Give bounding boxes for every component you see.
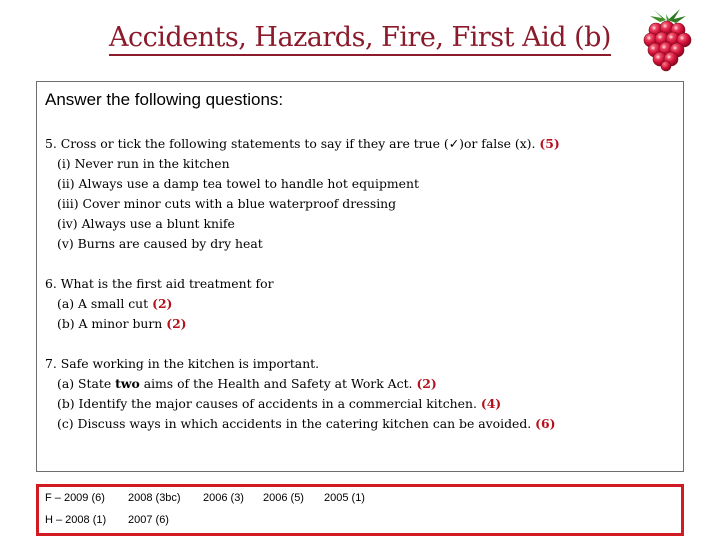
page-title: Accidents, Hazards, Fire, First Aid (b) [109,22,611,56]
marks-label: (4) [480,396,502,411]
question-7b: (b) Identify the major causes of accidents in a commercial kitchen. (4) [57,396,502,411]
question-7c: (c) Discuss ways in which accidents in the catering kitchen can be avoided. (6) [57,416,556,431]
reference-item: 2006 (5) [263,492,304,504]
question-6b: (b) A minor burn (2) [57,316,187,331]
reference-item: F – 2009 (6) [45,492,105,504]
statement-item: (v) Burns are caused by dry heat [57,236,263,251]
marks-label: (2) [416,376,437,391]
question-6a: (a) A small cut (2) [57,296,173,311]
marks-label: (6) [535,416,556,431]
question-7: 7. Safe working in the kitchen is important. [45,356,320,371]
question-6: 6. What is the first aid treatment for [45,276,274,291]
tick-icon: ✓ [448,136,460,151]
marks-label: (2) [152,296,173,311]
past-paper-references [36,484,684,536]
reference-item: 2007 (6) [128,514,169,526]
statement-item: (iv) Always use a blunt knife [57,216,235,231]
reference-item: 2005 (1) [324,492,365,504]
statement-item: (ii) Always use a damp tea towel to handle hot equipment [57,176,419,191]
question-list [45,134,675,434]
title-bar [0,22,720,53]
question-7a: (a) State two aims of the Health and Safety at Work Act. (2) [57,376,437,391]
reference-item: 2008 (3bc) [128,492,181,504]
question-5: 5. Cross or tick the following statements to say if they are true (✓)or false (x). (5) [45,136,560,151]
statement-item: (i) Never run in the kitchen [57,156,230,171]
reference-item: 2006 (3) [203,492,244,504]
marks-label: (2) [166,316,187,331]
reference-item: H – 2008 (1) [45,514,107,526]
instructions-heading: Answer the following questions: [45,90,284,109]
marks-label: (5) [539,136,560,151]
raspberry-icon [636,6,698,72]
statement-item: (iii) Cover minor cuts with a blue waterproof dressing [57,196,397,211]
questions-box [36,81,684,472]
